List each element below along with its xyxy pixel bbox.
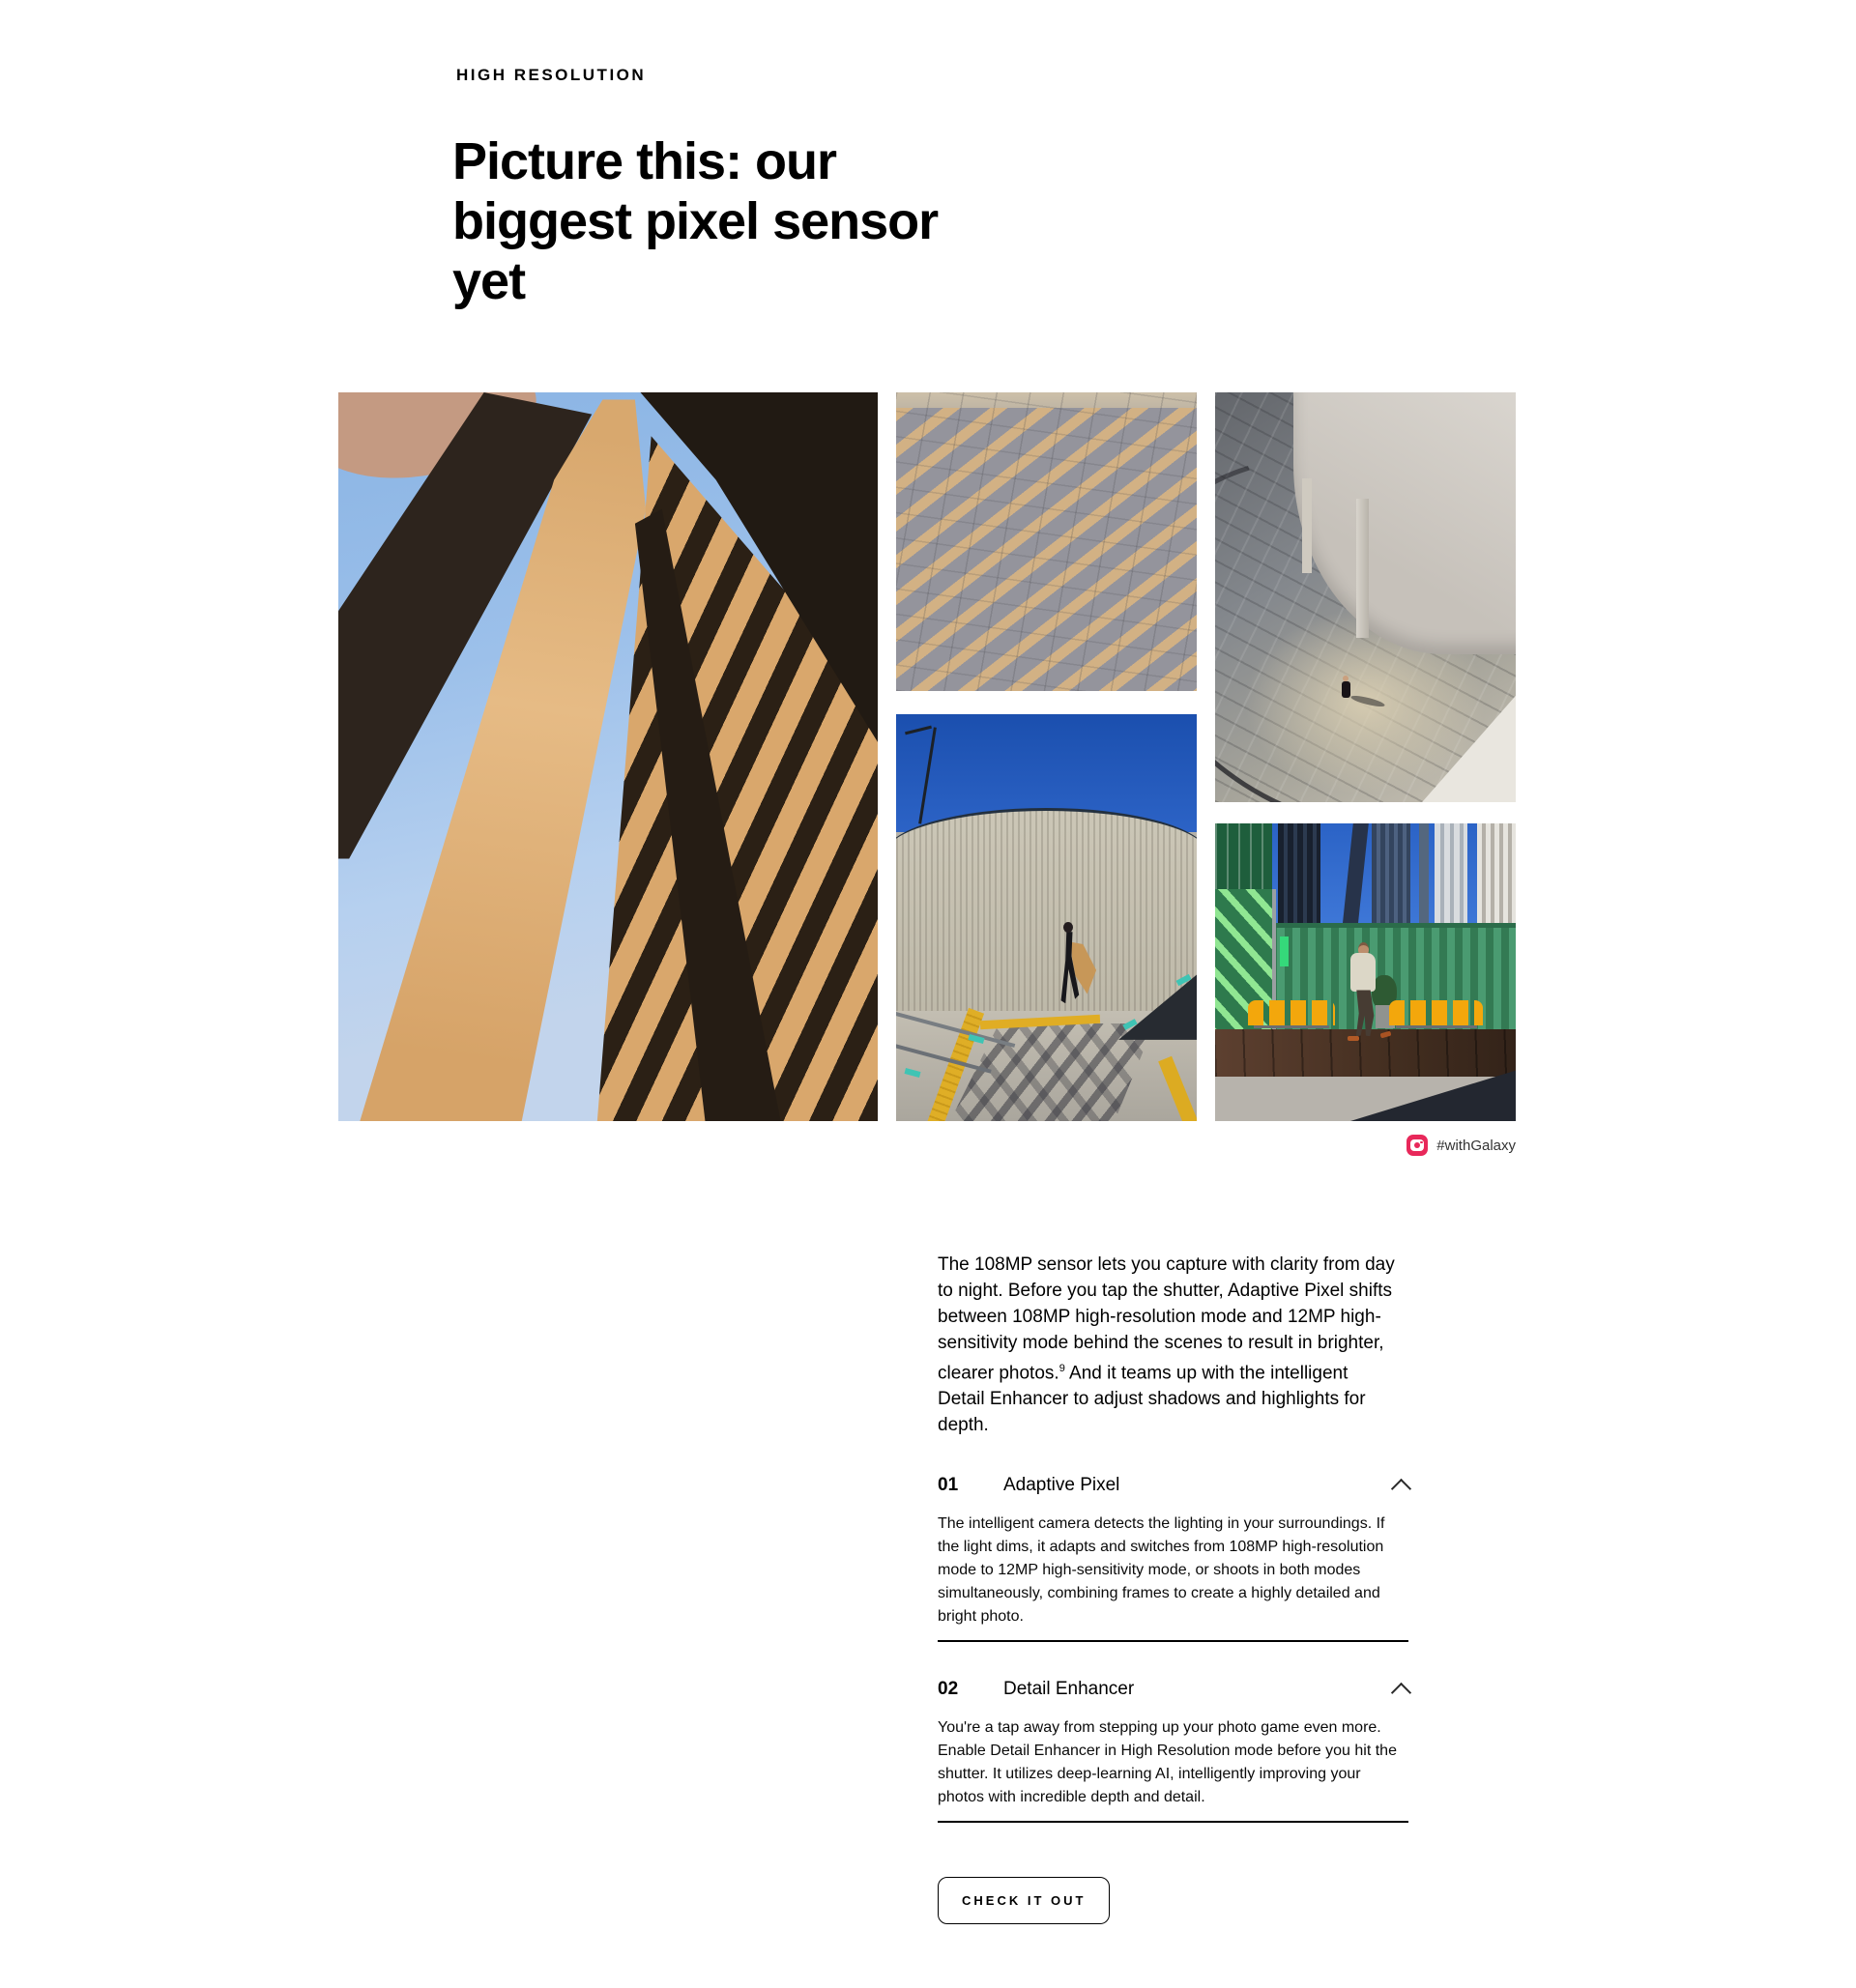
accordion-divider [938, 1821, 1408, 1823]
gallery-column-1 [338, 392, 878, 1121]
photo-layer-walker-head [1063, 922, 1073, 933]
withgalaxy-badge[interactable] [338, 1135, 1516, 1156]
camera-lens-shape [1414, 1142, 1420, 1148]
photo-layer-person-jacket [1350, 953, 1376, 992]
accordion-header-adaptive-pixel[interactable] [938, 1471, 1408, 1500]
page-title: Picture this: our biggest pixel sensor yet [452, 132, 939, 311]
section-eyebrow: HIGH RESOLUTION [456, 66, 647, 84]
accordion-title: Adaptive Pixel [1003, 1475, 1120, 1495]
instagram-camera-icon [1406, 1135, 1428, 1156]
photo-layer-container-top-left [1215, 823, 1272, 895]
photo-layer-building-6 [1435, 823, 1467, 931]
accordion-adaptive-pixel [938, 1471, 1408, 1642]
photo-walker-rotunda [896, 714, 1197, 1121]
photo-architecture-fins [338, 392, 878, 1121]
photo-layer-tile-grid [896, 392, 1197, 691]
cta-container [938, 1877, 1110, 1924]
intro-paragraph [938, 1252, 1396, 1438]
accordion-title: Detail Enhancer [1003, 1679, 1135, 1699]
photo-layer-concrete-wall [896, 808, 1197, 1023]
withgalaxy-label: #withGalaxy [1436, 1137, 1516, 1154]
accordion-number: 02 [938, 1679, 959, 1699]
check-it-out-button[interactable]: CHECK IT OUT [938, 1877, 1110, 1924]
photo-layer-building-5 [1419, 823, 1428, 931]
photo-layer-wood-deck [1215, 1029, 1516, 1080]
intro-text-continued: And it teams up with the intelligent Detail Enhancer to adjust shadows and highlights for depth. [938, 1363, 1366, 1436]
chevron-up-icon[interactable] [1391, 1478, 1411, 1498]
photo-layer-green-sign [1280, 936, 1289, 966]
photo-layer-yellow-seats-left [1248, 1000, 1335, 1025]
photo-layer-yellow-seats-right [1389, 1000, 1482, 1025]
camera-body-shape [1410, 1139, 1424, 1151]
gallery-column-3 [1215, 392, 1516, 1121]
accordion-detail-enhancer [938, 1675, 1408, 1823]
accordion-divider [938, 1640, 1408, 1642]
photo-pavement-shadows [896, 392, 1197, 691]
accordion-header-detail-enhancer[interactable] [938, 1675, 1408, 1704]
photo-layer-building-2 [1278, 823, 1320, 931]
feature-accordions [938, 1471, 1408, 1823]
photo-layer-bench-rail-1 [1254, 1025, 1329, 1028]
photo-layer-pillar-1 [1356, 499, 1369, 638]
accordion-body: You're a tap away from stepping up your photo game even more. Enable Detail Enhancer in High Resolution mode before you hit the shutter. It utilizes deep-learning AI, intelligently improving your photos with incredible depth and detail. [938, 1719, 1397, 1805]
photo-gallery [338, 392, 1516, 1121]
photo-layer-person [1342, 681, 1350, 698]
intro-text: The 108MP sensor lets you capture with clarity from day to night. Before you tap the shutter, Adaptive Pixel shifts between 108MP high-resolution mode and 12MP high-sensitivity mode behind the scenes to result in brighter, clearer photos. [938, 1254, 1395, 1384]
photo-layer-person-shoe-1 [1348, 1036, 1359, 1041]
photo-layer-building-4 [1372, 823, 1410, 931]
photo-layer-pillar-2 [1302, 478, 1312, 573]
photo-layer-building-7 [1477, 823, 1516, 931]
photo-layer-bench-rail-2 [1396, 1025, 1477, 1028]
camera-flash-dot [1420, 1141, 1423, 1144]
photo-green-containers [1215, 823, 1516, 1121]
photo-courtyard-overhead [1215, 392, 1516, 802]
accordion-body: The intelligent camera detects the lighting in your surroundings. If the light dims, it adapts and switches from 108MP high-resolution mode to 12MP high-sensitivity mode, or shoots in both modes simultaneously, combining frames to create a highly detailed and bright photo. [938, 1515, 1385, 1625]
gallery-column-2 [896, 392, 1197, 1121]
chevron-up-icon[interactable] [1391, 1682, 1411, 1702]
accordion-number: 01 [938, 1475, 959, 1495]
footnote-marker: 9 [1058, 1363, 1065, 1374]
